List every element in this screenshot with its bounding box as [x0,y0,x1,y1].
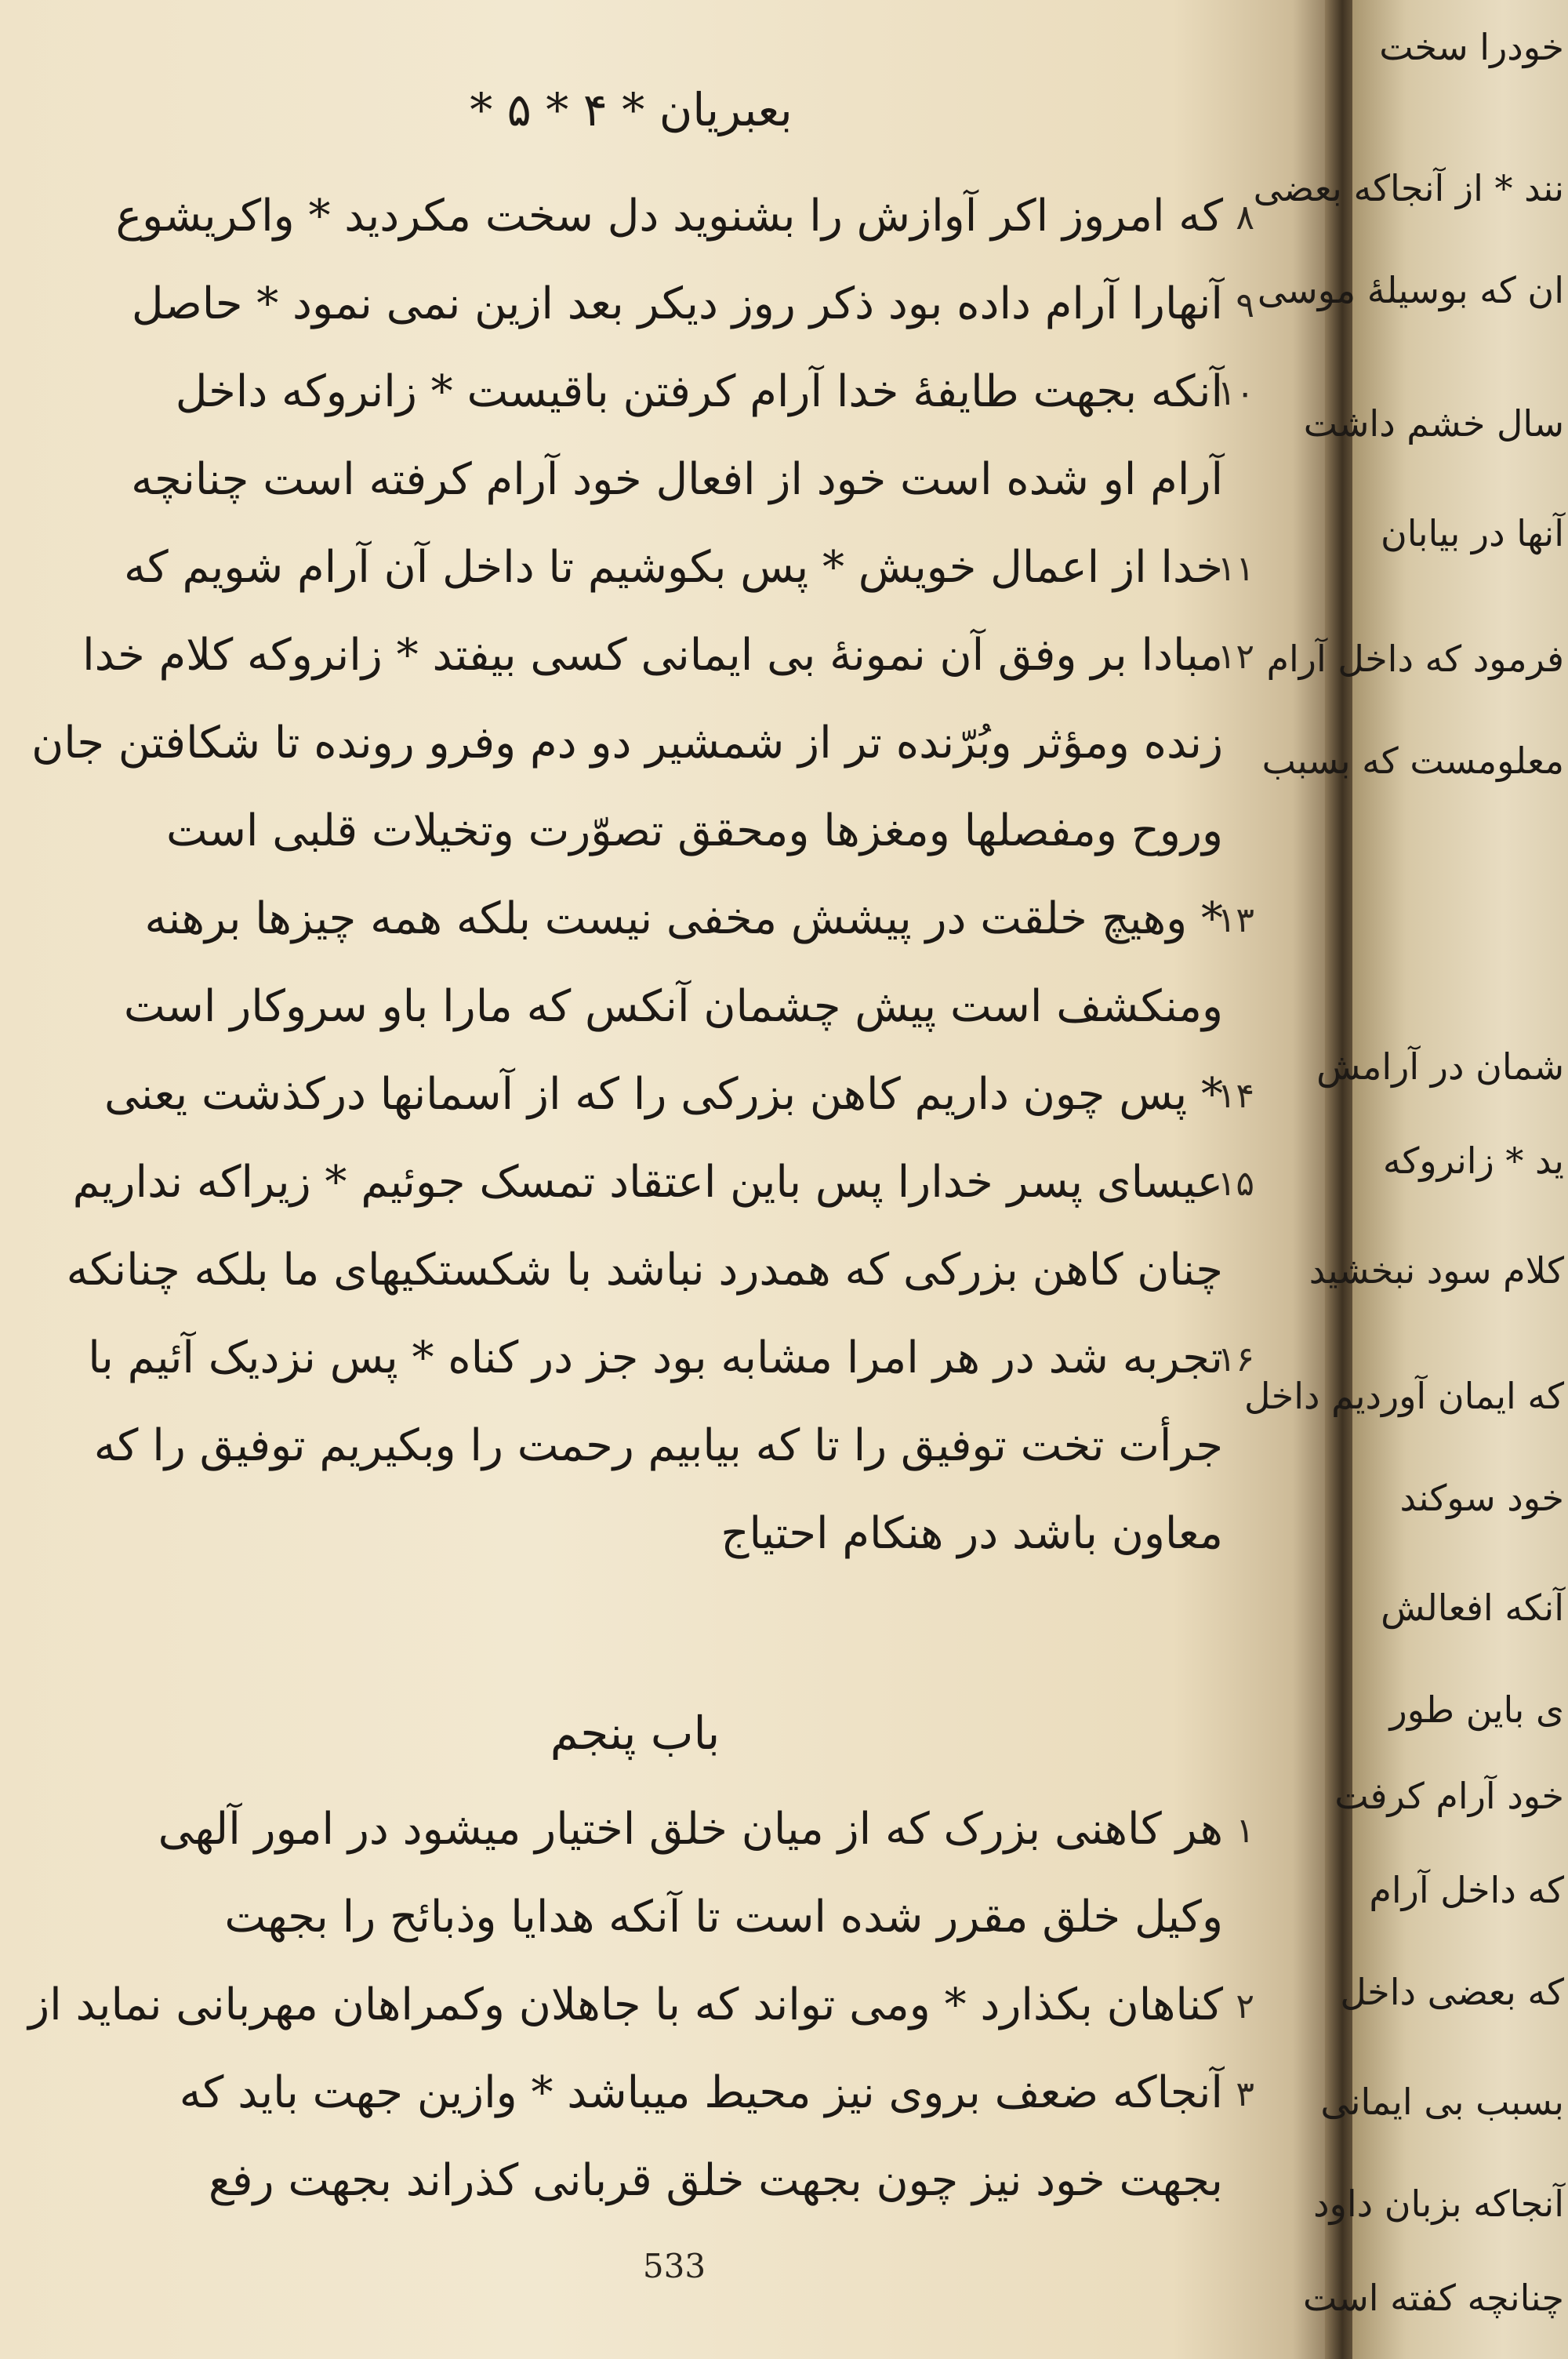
text-line: عیسای پسر خدارا پس باین اعتقاد تمسک جوئیم * زیراکه نداریم [72,1157,1223,1208]
text-line: معاون باشد در هنکام احتیاج [720,1508,1223,1559]
running-header: بعبریان * ۴ * ۵ * [470,83,793,136]
text-line: معلومست که بسبب [1261,740,1564,782]
verse-number: ۸ [1236,198,1254,238]
verse-number: ۹ [1236,285,1254,325]
verse-number: ۱۴ [1217,1076,1254,1116]
text-line: خودرا سخت [1379,26,1564,68]
text-line: * پس چون داریم کاهن بزرکی را که از آسمانها درکذشت یعنی [104,1069,1223,1120]
text-line: جرأت تخت توفیق را تا که بیابیم رحمت را وبکیریم توفیق را که [93,1420,1223,1471]
text-line: که بعضی داخل [1340,1971,1564,2013]
text-line: مبادا بر وفق آن نمونهٔ بی ایمانی کسی بیفتد * زانروکه کلام خدا [82,630,1223,681]
right-book-page [1243,0,1568,2359]
text-line: کناهان بکذارد * ومی تواند که با جاهلان وکمراهان مهربانی نماید از [28,1979,1223,2030]
text-line: نند * از آنجاکه بعضی [1253,167,1564,209]
verse-number: ۱۰ [1217,373,1254,413]
text-line: ان که بوسیلهٔ موسی [1257,269,1564,311]
text-line: آنجاکه ضعف بروی نیز محیط میباشد * وازین جهت باید که [179,2067,1223,2118]
text-line: فرمود که داخل آرام [1266,638,1564,680]
text-line: چنان کاهن بزرکی که همدرد نباشد با شکستکیهای ما بلکه چنانکه [66,1245,1223,1296]
verse-number: ۱۲ [1217,637,1254,677]
verse-number: ۱۵ [1217,1164,1254,1204]
text-line: که امروز اکر آوازش را بشنوید دل سخت مکردید * واکریشوع [115,191,1223,242]
text-line: بجهت خود نیز چون بجهت خلق قربانی کذراند بجهت رفع [208,2155,1223,2206]
text-line: آنها در بیابان [1380,512,1564,554]
verse-number: ۳ [1236,2074,1254,2114]
verse-number: ۱۱ [1217,549,1254,589]
text-line: خود آرام کرفت [1334,1775,1564,1817]
text-line: که ایمان آوردیم داخل [1243,1375,1564,1417]
text-line: آنکه بجهت طایفهٔ خدا آرام کرفتن باقیست * زانروکه داخل [175,366,1223,417]
verse-number: ۱۳ [1217,900,1254,940]
text-line: کلام سود نبخشید [1308,1249,1564,1292]
text-line: خود سوکند [1399,1477,1564,1519]
text-line: زنده ومؤثر وبُرّنده تر از شمشیر دو دم وفرو رونده تا شکافتن جان [31,718,1223,769]
text-line: چنانچه کفته است [1303,2277,1564,2319]
verse-number: ۲ [1236,1986,1254,2026]
text-line: تجربه شد در هر امرا مشابه بود جز در کناه * پس نزدیک آئیم با [88,1332,1223,1383]
verse-number: ۱ [1236,1811,1254,1851]
text-line: ی باین طور [1389,1688,1564,1731]
text-line: آرام او شده است خود از افعال خود آرام کرفته است چنانچه [131,454,1223,505]
text-line: وروح ومفصلها ومغزها ومحقق تصوّرت وتخیلات قلبی است [166,805,1223,856]
chapter-heading: باب پنجم [550,1707,720,1760]
text-line: سال خشم داشت [1303,402,1564,445]
text-line: ومنکشف است پیش چشمان آنکس که مارا باو سروکار است [123,981,1223,1032]
text-line: خدا از اعمال خویش * پس بکوشیم تا داخل آن آرام شویم که [124,542,1223,593]
text-line: شمان در آرامش [1316,1045,1564,1088]
text-line: هر کاهنی بزرک که از میان خلق اختیار میشود در امور آلهی [158,1804,1223,1855]
text-line: آنجاکه بزبان داود [1313,2183,1564,2225]
page-number: 533 [642,2247,706,2285]
text-line: آنهارا آرام داده بود ذکر روز دیکر بعد ازین نمی نمود * حاصل [131,278,1223,329]
text-line: که داخل آرام [1369,1869,1564,1911]
text-line: ید * زانروکه [1382,1140,1564,1182]
text-line: وکیل خلق مقرر شده است تا آنکه هدایا وذبائح را بجهت [224,1892,1223,1943]
text-line: آنکه افعالش [1381,1587,1564,1629]
verse-number: ۱۶ [1217,1339,1254,1379]
text-line: * وهیچ خلقت در پیشش مخفی نیست بلکه همه چیزها برهنه [144,893,1223,944]
text-line: بسبب بی ایمانی [1320,2081,1564,2123]
